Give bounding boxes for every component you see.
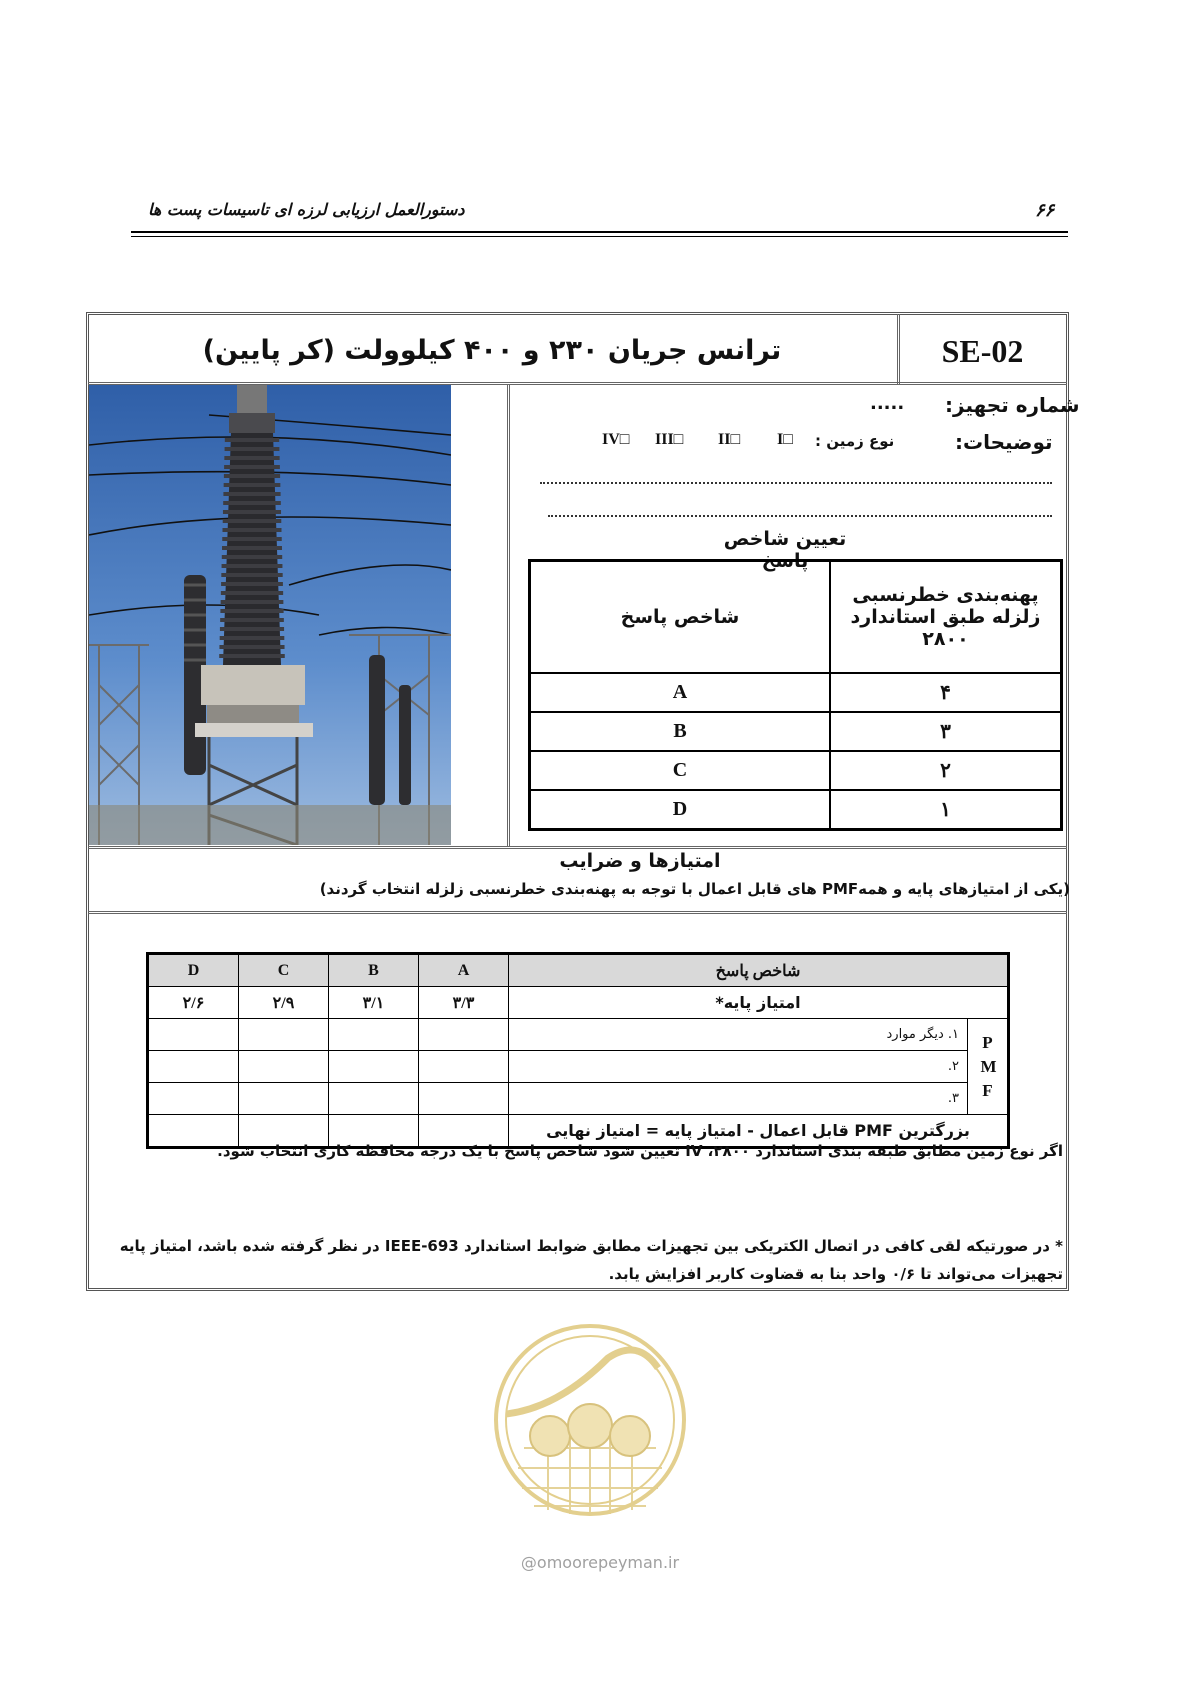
pmf-value-cell[interactable] <box>329 1083 419 1115</box>
zone-column-header: پهنه‌بندی خطرنسبی زلزله طبق استاندارد ۲۸۰۰ <box>830 561 1062 674</box>
pmf-item: ۲. <box>509 1051 968 1083</box>
response-index-table <box>528 559 1063 831</box>
pmf-value-cell[interactable] <box>148 1051 239 1083</box>
base-score-cell: ۲/۶ <box>148 987 239 1019</box>
column-header: A <box>419 954 509 987</box>
equipment-number-label: شماره تجهیز: <box>945 393 1080 417</box>
pmf-value-cell[interactable] <box>419 1083 509 1115</box>
equipment-number-value: ..... <box>870 393 905 414</box>
base-score-cell: ۳/۳ <box>419 987 509 1019</box>
pmf-label <box>968 1019 1009 1115</box>
soil-type-label: نوع زمین : <box>815 432 895 450</box>
pmf-value-cell[interactable] <box>239 1083 329 1115</box>
column-header: C <box>239 954 329 987</box>
zone-cell: ۱ <box>830 790 1062 830</box>
index-cell: C <box>530 751 831 790</box>
column-header: B <box>329 954 419 987</box>
pmf-item: ۱. دیگر موارد <box>509 1019 968 1051</box>
pmf-value-cell[interactable] <box>148 1019 239 1051</box>
equipment-code: SE-02 <box>941 333 1024 369</box>
soil-option-2[interactable]: II□ <box>718 431 741 448</box>
document-title: دستورالعمل ارزیابی لرزه ای تاسیسات پست ها <box>148 200 465 219</box>
card-title: ترانس جریان ۲۳۰ و ۴۰۰ کیلوولت (کر پایین) <box>202 335 782 366</box>
watermark-url: @omoorepeyman.ir <box>520 1553 680 1572</box>
pmf-value-cell[interactable] <box>419 1051 509 1083</box>
pmf-value-cell[interactable] <box>329 1019 419 1051</box>
equipment-photo <box>89 385 451 845</box>
zone-cell: ۲ <box>830 751 1062 790</box>
divider <box>88 911 1067 914</box>
divider <box>88 846 1067 849</box>
index-cell: B <box>530 712 831 751</box>
response-index-title: تعیین شاخص پاسخ <box>723 528 847 572</box>
description-line[interactable] <box>548 503 1052 517</box>
page-number: ۶۶ <box>1035 200 1055 221</box>
index-cell: A <box>530 673 831 712</box>
soil-option-1[interactable]: I□ <box>777 431 793 448</box>
base-score-cell: ۲/۹ <box>239 987 329 1019</box>
pmf-value-cell[interactable] <box>419 1019 509 1051</box>
soil-option-3[interactable]: III□ <box>655 431 684 448</box>
pmf-value-cell[interactable] <box>239 1051 329 1083</box>
column-header: D <box>148 954 239 987</box>
soil-note: اگر نوع زمین مطابق طبقه بندی استاندارد ۲۸۰۰، IV تعیین شود شاخص پاسخ با یک درجه محافظه کاری انتخاب شود. <box>217 1142 1063 1160</box>
base-score-cell: ۳/۱ <box>329 987 419 1019</box>
pmf-value-cell[interactable] <box>329 1051 419 1083</box>
base-score-label: امتیاز پایه* <box>509 987 1009 1019</box>
final-score-label: بزرگترین PMF قابل اعمال - امتیاز پایه = امتیاز نهایی <box>509 1115 1009 1148</box>
header-rule-thin <box>131 236 1068 237</box>
description-label: توضیحات: <box>955 430 1053 454</box>
scores-subtitle: (یکی از امتیازهای پایه و همهPMF های قابل اعمال با توجه به پهنه‌بندی خطرنسبی زلزله انتخاب گردند) <box>319 880 1070 898</box>
soil-option-4[interactable]: IV□ <box>602 431 630 448</box>
zone-cell: ۳ <box>830 712 1062 751</box>
scores-table <box>146 952 1010 1149</box>
footnote: * در صورتیکه لقی کافی در اتصال الکتریکی بین تجهیزات مطابق ضوابط استاندارد IEEE-693 در نظر گرفته شده باشد، امتیاز پایه تجهیزات می‌تواند تا ۰/۶ واحد بنا به قضاوت کاربر افزایش یابد. <box>119 1237 1063 1283</box>
pmf-value-cell[interactable] <box>148 1083 239 1115</box>
index-cell: D <box>530 790 831 830</box>
pmf-item: ۳. <box>509 1083 968 1115</box>
scores-title: امتیازها و ضرایب <box>559 850 721 872</box>
header-rule <box>131 231 1068 233</box>
index-column-header: شاخص پاسخ <box>530 561 831 674</box>
response-index-header: شاخص پاسخ <box>509 954 1009 987</box>
description-line[interactable] <box>540 470 1052 484</box>
zone-cell: ۴ <box>830 673 1062 712</box>
pmf-label-text: P M F <box>980 1032 997 1100</box>
pmf-value-cell[interactable] <box>239 1019 329 1051</box>
divider <box>507 384 510 847</box>
